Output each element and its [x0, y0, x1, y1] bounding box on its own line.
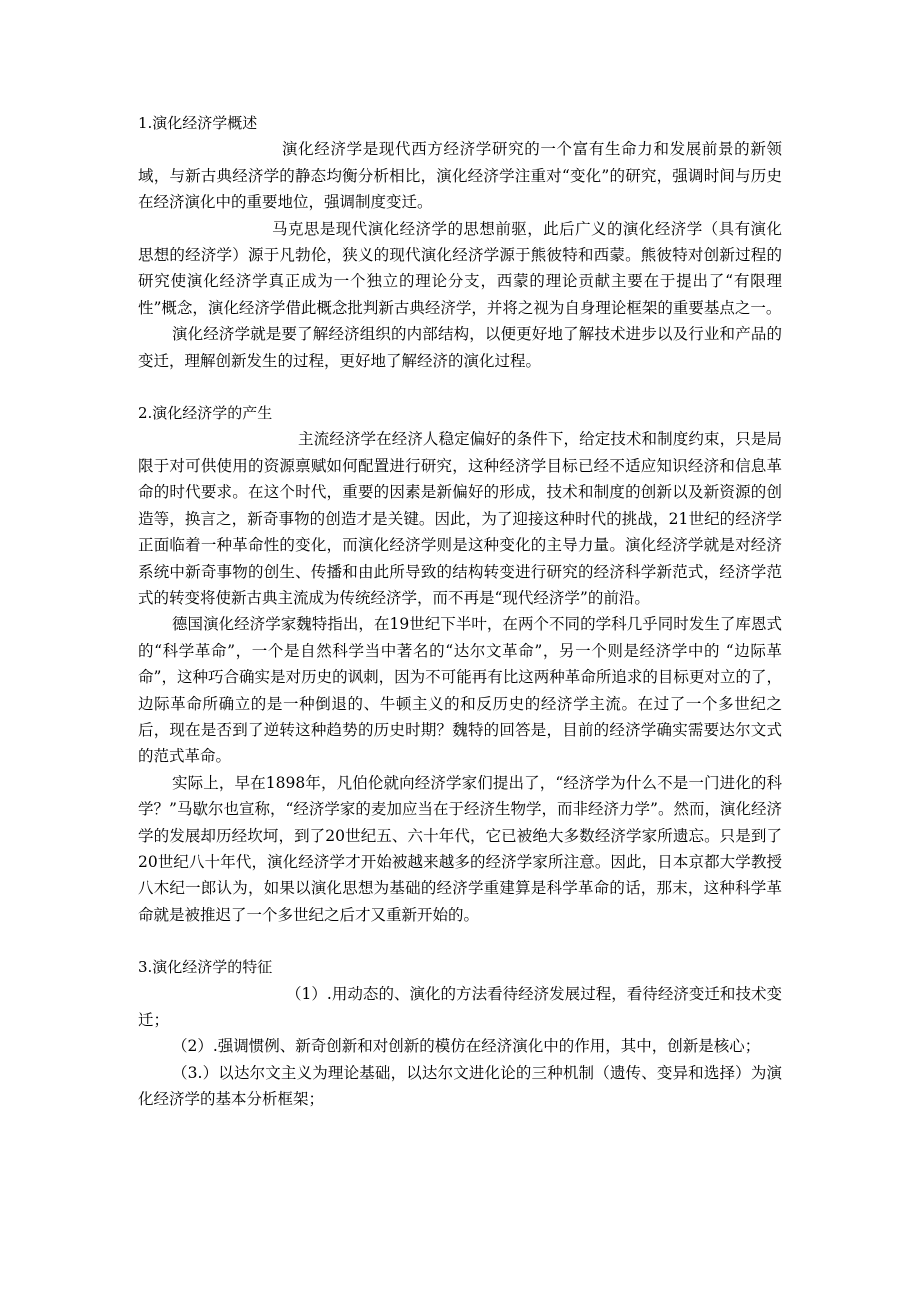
feature-item-3: （3.）以达尔文主义为理论基础，以达尔文进化论的三种机制（遗传、变异和选择）为演化经济学的基本分析框架； — [138, 1063, 782, 1109]
section-2-paragraph-3: 实际上，早在1898年，凡伯伦就向经济学家们提出了，“经济学为什么不是一门进化的科学？”马歇尔也宣称，“经济学家的麦加应当在于经济生物学，而非经济力学”。然而，演化经济学的发展却历经坎坷，到了20世纪五、六十年代，它已被绝大多数经济学家所遗忘。只是到了20世纪八十年代，演化经济学才开始被越来越多的经济学家所注意。因此，日本京都大学教授八木纪一郎认为，如果以演化思想为基础的经济学重建算是科学革命的话，那末，这种科学革命就是被推迟了一个多世纪之后才又重新开始的。 — [138, 773, 782, 924]
section-spacer — [138, 374, 782, 400]
section-2-heading: 2.演化经济学的产生 — [138, 404, 273, 423]
section-2-paragraph-1: 主流经济学在经济人稳定偏好的条件下，给定技术和制度约束，只是局限于对可供使用的资源禀赋如何配置进行研究，这种经济学目标已经不适应知识经济和信息革命的时代要求。在这个时代，重要的因素是新偏好的形成，技术和制度的创新以及新资源的创造等，换言之，新奇事物的创造才是关键。因此，为了迎接这种时代的挑战，21世纪的经济学正面临着一种革命性的变化，而演化经济学则是这种变化的主导力量。演化经济学就是对经济系统中新奇事物的创生、传播和由此所导致的结构转变进行研究的经济科学新范式，经济学范式的转变将使新古典主流成为传统经济学，而不再是“现代经济学”的前沿。 — [138, 430, 782, 607]
section-2-paragraph-2: 德国演化经济学家魏特指出，在19世纪下半叶，在两个不同的学科几乎同时发生了库恩式的“科学革命”，一个是自然科学当中著名的“达尔文革命”，另一个则是经济学中的 “边际革命”，这种巧合确实是对历史的讽刺，因为不可能再有比这两种革命所追求的目标更对立的了，边际革命所确立的是一种倒退的、牛顿主义的和反历史的经济学主流。在过了一个多世纪之后，现在是否到了逆转这种趋势的历史时期？魏特的回答是，目前的经济学确实需要达尔文式的范式革命。 — [138, 615, 782, 766]
feature-item-2: （2）.强调惯例、新奇创新和对创新的模仿在经济演化中的作用，其中，创新是核心； — [172, 1037, 761, 1056]
section-1-paragraph-3: 演化经济学就是要了解经济组织的内部结构，以便更好地了解技术进步以及行业和产品的变迁，理解创新发生的过程，更好地了解经济的演化过程。 — [138, 325, 782, 370]
document-page — [138, 110, 782, 1113]
section-1-paragraph-1: 演化经济学是现代西方经济学研究的一个富有生命力和发展前景的新领域，与新古典经济学的静态均衡分析相比，演化经济学注重对“变化”的研究，强调时间与历史在经济演化中的重要地位，强调制度变迁。 — [138, 140, 782, 212]
feature-item-1: （1）.用动态的、演化的方法看待经济发展过程，看待经济变迁和技术变迁； — [138, 984, 782, 1029]
section-1-heading: 1.演化经济学概述 — [138, 114, 258, 132]
section-1-paragraph-2: 马克思是现代演化经济学的思想前驱，此后广义的演化经济学（具有演化思想的经济学）源于凡勃伦，狭义的现代演化经济学源于熊彼特和西蒙。熊彼特对创新过程的研究使演化经济学真正成为一个独立的理论分支，西蒙的理论贡献主要在于提出了“有限理性”概念，演化经济学借此概念批判新古典经济学，并将之视为自身理论框架的重要基点之一。 — [138, 219, 782, 317]
section-spacer — [138, 928, 782, 954]
section-3-heading: 3.演化经济学的特征 — [138, 958, 273, 977]
